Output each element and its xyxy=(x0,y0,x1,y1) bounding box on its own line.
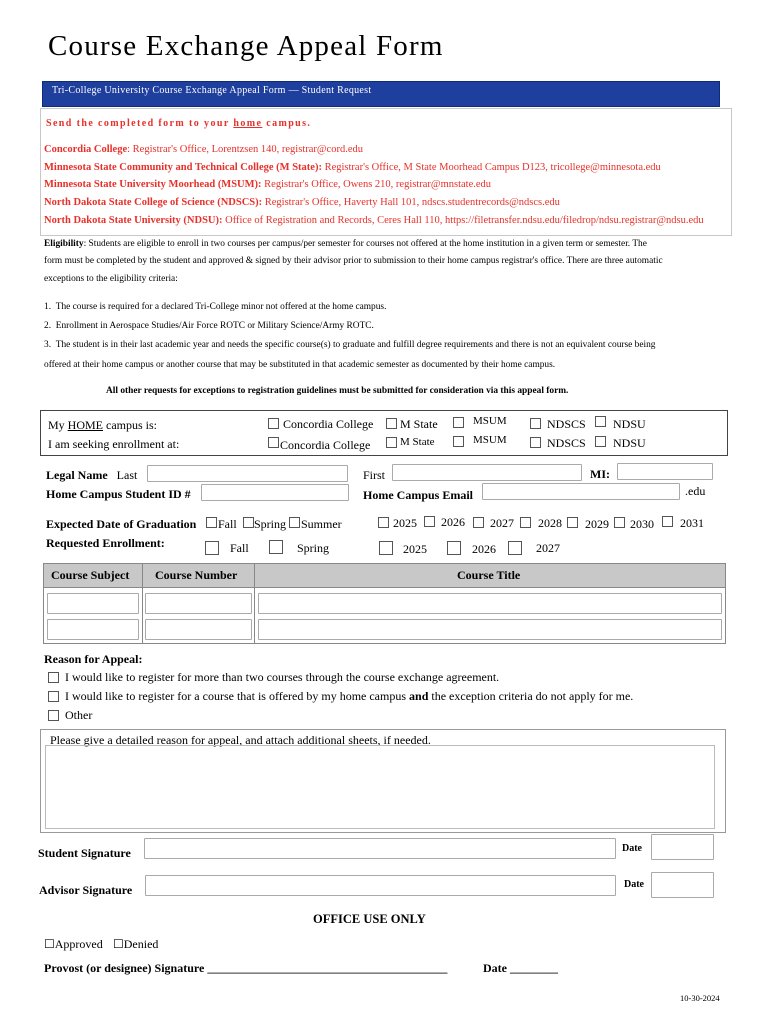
seek-concordia-label: Concordia College xyxy=(280,438,371,452)
grad-2026-label: 2026 xyxy=(441,515,465,529)
req-2025-label: 2025 xyxy=(403,542,427,556)
course-number-input-1[interactable] xyxy=(145,593,252,614)
home-mstate-checkbox[interactable] xyxy=(386,418,397,429)
seek-ndsu-label: NDSU xyxy=(613,436,646,450)
table-divider xyxy=(142,563,143,644)
req-fall-label: Fall xyxy=(230,541,249,555)
exception-1: 1. The course is required for a declared Tri-College minor not offered at the home campus. xyxy=(44,302,387,312)
grad-2027-checkbox[interactable] xyxy=(473,517,484,528)
course-subject-header: Course Subject xyxy=(51,568,130,582)
course-title-header: Course Title xyxy=(457,568,521,582)
grad-2029-label: 2029 xyxy=(585,517,609,531)
student-date-label: Date xyxy=(622,843,642,854)
course-number-input-2[interactable] xyxy=(145,619,252,640)
reason-detail-prompt: Please give a detailed reason for appeal, and attach additional sheets, if needed. xyxy=(50,733,431,747)
eligibility-line-2: form must be completed by the student and approved & signed by their advisor prior to submission to their home campus registrar's office. There are three automatic xyxy=(44,256,663,266)
mi-input[interactable] xyxy=(617,463,713,480)
seeking-label: I am seeking enrollment at: xyxy=(48,437,180,451)
all-other-requests: All other requests for exceptions to registration guidelines must be submitted for consideration via this appeal form. xyxy=(106,386,569,396)
course-table-header xyxy=(43,563,726,588)
grad-fall-checkbox[interactable] xyxy=(206,517,217,528)
banner-text: Tri-College University Course Exchange Appeal Form — Student Request xyxy=(52,85,372,96)
approved-checkbox[interactable]: ☐Approved xyxy=(44,937,103,951)
seek-ndscs-label: NDSCS xyxy=(547,436,586,450)
reason-other-checkbox[interactable] xyxy=(48,710,59,721)
email-label: Home Campus Email xyxy=(363,488,474,502)
reason-option-2-label: I would like to register for a course that is offered by my home campus and the exception criteria do not apply for me. xyxy=(65,689,634,703)
student-id-label: Home Campus Student ID # xyxy=(46,487,191,501)
eligibility-line-3: exceptions to the eligibility criteria: xyxy=(44,274,178,284)
edu-suffix: .edu xyxy=(685,484,706,498)
req-2027-label: 2027 xyxy=(536,541,560,555)
grad-2030-label: 2030 xyxy=(630,517,654,531)
seek-concordia-checkbox[interactable] xyxy=(268,437,279,448)
graduation-label: Expected Date of Graduation xyxy=(46,517,197,531)
grad-summer-checkbox[interactable] xyxy=(289,517,300,528)
seek-mstate-checkbox[interactable] xyxy=(386,437,397,448)
seek-msum-checkbox[interactable] xyxy=(453,436,464,447)
denied-checkbox[interactable]: ☐Denied xyxy=(113,937,159,951)
home-ndsu-label: NDSU xyxy=(613,417,646,431)
grad-2028-label: 2028 xyxy=(538,516,562,530)
grad-2027-label: 2027 xyxy=(490,516,514,530)
grad-2026-checkbox[interactable] xyxy=(424,516,435,527)
home-ndscs-label: NDSCS xyxy=(547,417,586,431)
grad-2028-checkbox[interactable] xyxy=(520,517,531,528)
seek-msum-label: MSUM xyxy=(473,434,507,446)
advisor-signature-input[interactable] xyxy=(145,875,616,896)
campus-concordia: Concordia College: Registrar's Office, Lorentzsen 140, registrar@cord.edu xyxy=(44,144,363,155)
home-mstate-label: M State xyxy=(400,417,438,431)
grad-2025-label: 2025 xyxy=(393,516,417,530)
grad-2030-checkbox[interactable] xyxy=(614,517,625,528)
req-2025-checkbox[interactable] xyxy=(379,541,393,555)
req-fall-checkbox[interactable] xyxy=(205,541,219,555)
grad-fall-label: Fall xyxy=(218,517,237,531)
student-signature-label: Student Signature xyxy=(38,846,131,860)
seek-ndsu-checkbox[interactable] xyxy=(595,436,606,447)
mi-label: MI: xyxy=(590,467,610,481)
home-msum-label: MSUM xyxy=(473,415,507,427)
grad-2031-label: 2031 xyxy=(680,516,704,530)
grad-spring-label: Spring xyxy=(254,517,287,531)
student-signature-input[interactable] xyxy=(144,838,616,859)
student-id-input[interactable] xyxy=(201,484,349,501)
first-name-label: First xyxy=(363,468,386,482)
req-spring-checkbox[interactable] xyxy=(269,540,283,554)
advisor-date-input[interactable] xyxy=(651,872,714,898)
campus-ndscs: North Dakota State College of Science (NDSCS): Registrar's Office, Haverty Hall 101, ndscs.studentrecords@ndscs.edu xyxy=(44,197,560,208)
page-title: Course Exchange Appeal Form xyxy=(48,30,444,62)
home-concordia-checkbox[interactable] xyxy=(268,418,279,429)
campus-msum: Minnesota State University Moorhead (MSUM): Registrar's Office, Owens 210, registrar@mnstate.edu xyxy=(44,179,492,190)
send-instruction: Send the completed form to your home campus. xyxy=(46,118,312,129)
office-use-heading: OFFICE USE ONLY xyxy=(313,912,426,926)
course-number-header: Course Number xyxy=(155,568,238,582)
course-subject-input-2[interactable] xyxy=(47,619,139,640)
req-2027-checkbox[interactable] xyxy=(508,541,522,555)
req-spring-label: Spring xyxy=(297,541,330,555)
req-2026-label: 2026 xyxy=(472,542,496,556)
reason-detail-textarea[interactable] xyxy=(45,745,715,829)
home-campus-label: My HOME campus is: xyxy=(48,418,158,432)
grad-summer-label: Summer xyxy=(301,517,342,531)
table-divider xyxy=(254,563,255,644)
seek-mstate-label: M State xyxy=(400,436,435,448)
course-subject-input-1[interactable] xyxy=(47,593,139,614)
seek-ndscs-checkbox[interactable] xyxy=(530,437,541,448)
provost-signature-line: Provost (or designee) Signature ________________________________________ xyxy=(44,961,448,975)
footer-date: 10-30-2024 xyxy=(680,993,720,1003)
reason-other-label: Other xyxy=(65,708,93,722)
advisor-signature-label: Advisor Signature xyxy=(39,883,133,897)
reason-option-1-label: I would like to register for more than two courses through the course exchange agreement. xyxy=(65,670,500,684)
req-2026-checkbox[interactable] xyxy=(447,541,461,555)
grad-2025-checkbox[interactable] xyxy=(378,517,389,528)
grad-2029-checkbox[interactable] xyxy=(567,517,578,528)
reason-label: Reason for Appeal: xyxy=(44,652,143,666)
first-name-input[interactable] xyxy=(392,464,582,481)
grad-2031-checkbox[interactable] xyxy=(662,516,673,527)
exception-2: 2. Enrollment in Aerospace Studies/Air Force ROTC or Military Science/Army ROTC. xyxy=(44,321,374,331)
eligibility-line-1: Eligibility: Students are eligible to enroll in two courses per campus/per semester for courses not offered at the home institution in a given term or semester. The xyxy=(44,239,647,249)
home-ndscs-checkbox[interactable] xyxy=(530,418,541,429)
email-input[interactable] xyxy=(482,483,680,500)
provost-date-line: Date ________ xyxy=(483,961,558,975)
exception-3-cont: offered at their home campus or another course that may be substituted in that academic semester as documented by their home campus. xyxy=(44,360,556,370)
last-name-input[interactable] xyxy=(147,465,348,482)
home-concordia-label: Concordia College xyxy=(283,417,374,431)
course-title-input-2[interactable] xyxy=(258,619,722,640)
legal-name-label: Legal Name Last xyxy=(46,468,138,482)
grad-spring-checkbox[interactable] xyxy=(243,517,254,528)
exception-3: 3. The student is in their last academic year and needs the specific course(s) to graduate and fulfill degree requirements and there is not an equivalent course being xyxy=(44,340,656,350)
home-ndsu-checkbox[interactable] xyxy=(595,416,606,427)
reason-option-2-checkbox[interactable] xyxy=(48,691,59,702)
campus-ndsu: North Dakota State University (NDSU): Office of Registration and Records, Ceres Hall 110, https://filetransfer.ndsu.edu/filedrop/ndsu.registrar@ndsu.edu xyxy=(44,215,704,226)
course-title-input-1[interactable] xyxy=(258,593,722,614)
campus-mstate: Minnesota State Community and Technical College (M State): Registrar's Office, M State Moorhead Campus D123, tricollege@minnesota.edu xyxy=(44,162,661,173)
requested-enrollment-label: Requested Enrollment: xyxy=(46,536,165,550)
reason-option-1-checkbox[interactable] xyxy=(48,672,59,683)
student-date-input[interactable] xyxy=(651,834,714,860)
advisor-date-label: Date xyxy=(624,879,644,890)
home-msum-checkbox[interactable] xyxy=(453,417,464,428)
